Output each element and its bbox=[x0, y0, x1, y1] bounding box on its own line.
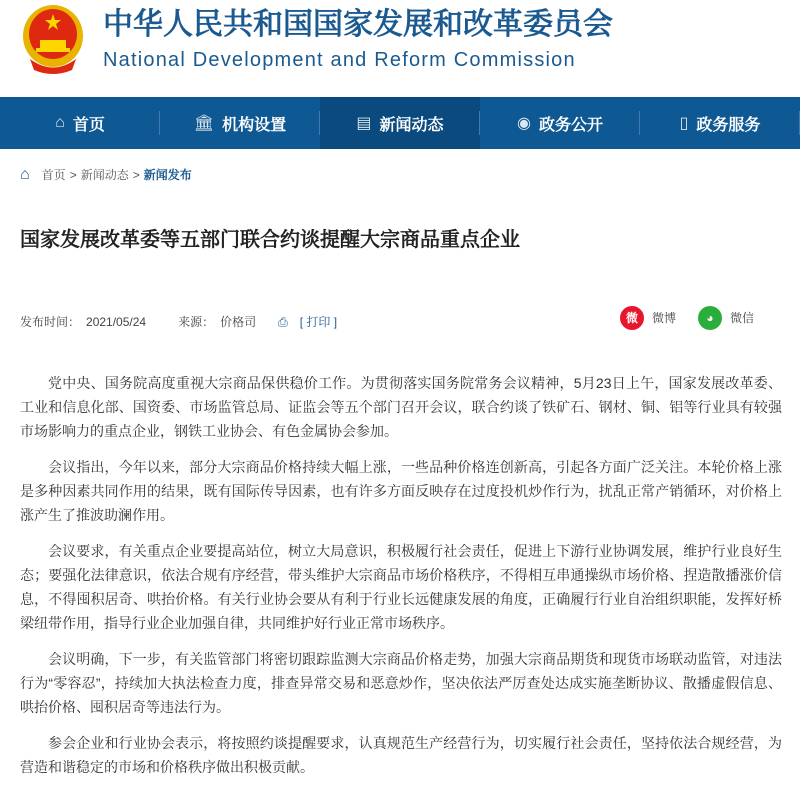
wechat-icon: ◕ bbox=[698, 306, 722, 330]
breadcrumb-news[interactable]: 新闻动态 bbox=[80, 168, 129, 182]
article-body bbox=[20, 371, 782, 791]
nav-item-gov-affairs[interactable] bbox=[480, 97, 640, 149]
article-paragraph: 会议指出，今年以来，部分大宗商品价格持续大幅上涨，一些品种价格连创新高，引起各方面广泛关注。本轮价格上涨是多种因素共同作用的结果，既有国际传导因素，也有许多方面反映存在过度投机炒作行为，扰乱正常产销循环，对价格上涨产生了推波助澜作用。 bbox=[20, 459, 782, 523]
broadcast-icon: ◉ bbox=[517, 115, 531, 132]
publish-date: 2021/05/24 bbox=[86, 315, 147, 329]
breadcrumb bbox=[20, 165, 192, 185]
article-paragraph: 参会企业和行业协会表示，将按照约谈提醒要求，认真规范生产经营行为，切实履行社会责任，坚持依法合规经营，为营造和谐稳定的市场和价格秩序做出积极贡献。 bbox=[20, 735, 782, 775]
article-title: 国家发展改革委等五部门联合约谈提醒大宗商品重点企业 bbox=[20, 229, 520, 251]
print-button[interactable] bbox=[278, 312, 343, 332]
share-weibo-label: 微博 bbox=[652, 311, 677, 325]
share-wechat-label: 微信 bbox=[730, 311, 755, 325]
home-icon: ⌂ bbox=[55, 114, 65, 131]
share-wechat-button[interactable] bbox=[698, 306, 754, 330]
printer-icon: ⎙ bbox=[278, 315, 288, 329]
national-emblem-logo[interactable] bbox=[20, 4, 86, 74]
publish-label: 发布时间： bbox=[20, 315, 81, 329]
nav-item-news[interactable] bbox=[320, 97, 480, 149]
nav-label: 政务服务 bbox=[696, 116, 761, 134]
nav-item-home[interactable] bbox=[0, 97, 160, 149]
nav-item-institution[interactable] bbox=[160, 97, 320, 149]
article-paragraph: 党中央、国务院高度重视大宗商品保供稳价工作。为贯彻落实国务院常务会议精神，5月23日上午，国家发展改革委、工业和信息化部、国资委、市场监管总局、证监会等五个部门召开会议，联合约谈了铁矿石、钢材、铜、铝等行业具有较强市场影响力的重点企业，钢铁工业协会、有色金属协会参加。 bbox=[20, 375, 782, 439]
source-value: 价格司 bbox=[220, 315, 257, 329]
breadcrumb-separator: > bbox=[69, 168, 77, 182]
breadcrumb-current[interactable]: 新闻发布 bbox=[143, 168, 192, 182]
share-weibo-button[interactable] bbox=[620, 306, 676, 330]
institution-icon: 🏛 bbox=[193, 115, 215, 132]
site-title-en: National Development and Reform Commission bbox=[103, 49, 576, 71]
nav-label: 机构设置 bbox=[222, 116, 287, 134]
site-title-cn: 中华人民共和国国家发展和改革委员会 bbox=[103, 8, 613, 41]
breadcrumb-home[interactable]: 首页 bbox=[41, 168, 66, 182]
document-icon: ▯ bbox=[679, 115, 689, 132]
article-paragraph: 会议明确，下一步，有关监管部门将密切跟踪监测大宗商品价格走势，加强大宗商品期货和现货市场联动监管，对违法行为“零容忍”，持续加大执法检查力度，排查异常交易和恶意炒作，坚决依法严厉查处达成实施垄断协议、散播虚假信息、哄抬价格、囤积居奇等违法行为。 bbox=[20, 651, 782, 715]
main-nav bbox=[0, 97, 800, 149]
nav-label: 首页 bbox=[72, 116, 105, 134]
weibo-icon: 微 bbox=[620, 306, 644, 330]
print-label: [ 打印 ] bbox=[299, 315, 338, 329]
nav-label: 新闻动态 bbox=[379, 116, 444, 134]
news-icon: ▤ bbox=[356, 115, 372, 132]
home-icon[interactable]: ⌂ bbox=[20, 166, 30, 183]
source-label: 来源： bbox=[178, 315, 215, 329]
article-meta bbox=[20, 312, 343, 332]
nav-label: 政务公开 bbox=[538, 116, 603, 134]
site-header bbox=[0, 0, 800, 96]
article-paragraph: 会议要求，有关重点企业要提高站位，树立大局意识，积极履行社会责任，促进上下游行业协调发展，维护行业良好生态；要强化法律意识，依法合规有序经营，带头维护大宗商品市场价格秩序，不得相互串通操纵市场价格、捏造散播涨价信息，不得囤积居奇、哄抬价格。有关行业协会要从有利于行业长远健康发展的角度，正确履行行业自治组织职能，发挥好桥梁纽带作用，指导行业企业加强自律，共同维护好行业正常市场秩序。 bbox=[20, 543, 782, 631]
breadcrumb-separator: > bbox=[132, 168, 140, 182]
nav-item-gov-services[interactable] bbox=[640, 97, 800, 149]
